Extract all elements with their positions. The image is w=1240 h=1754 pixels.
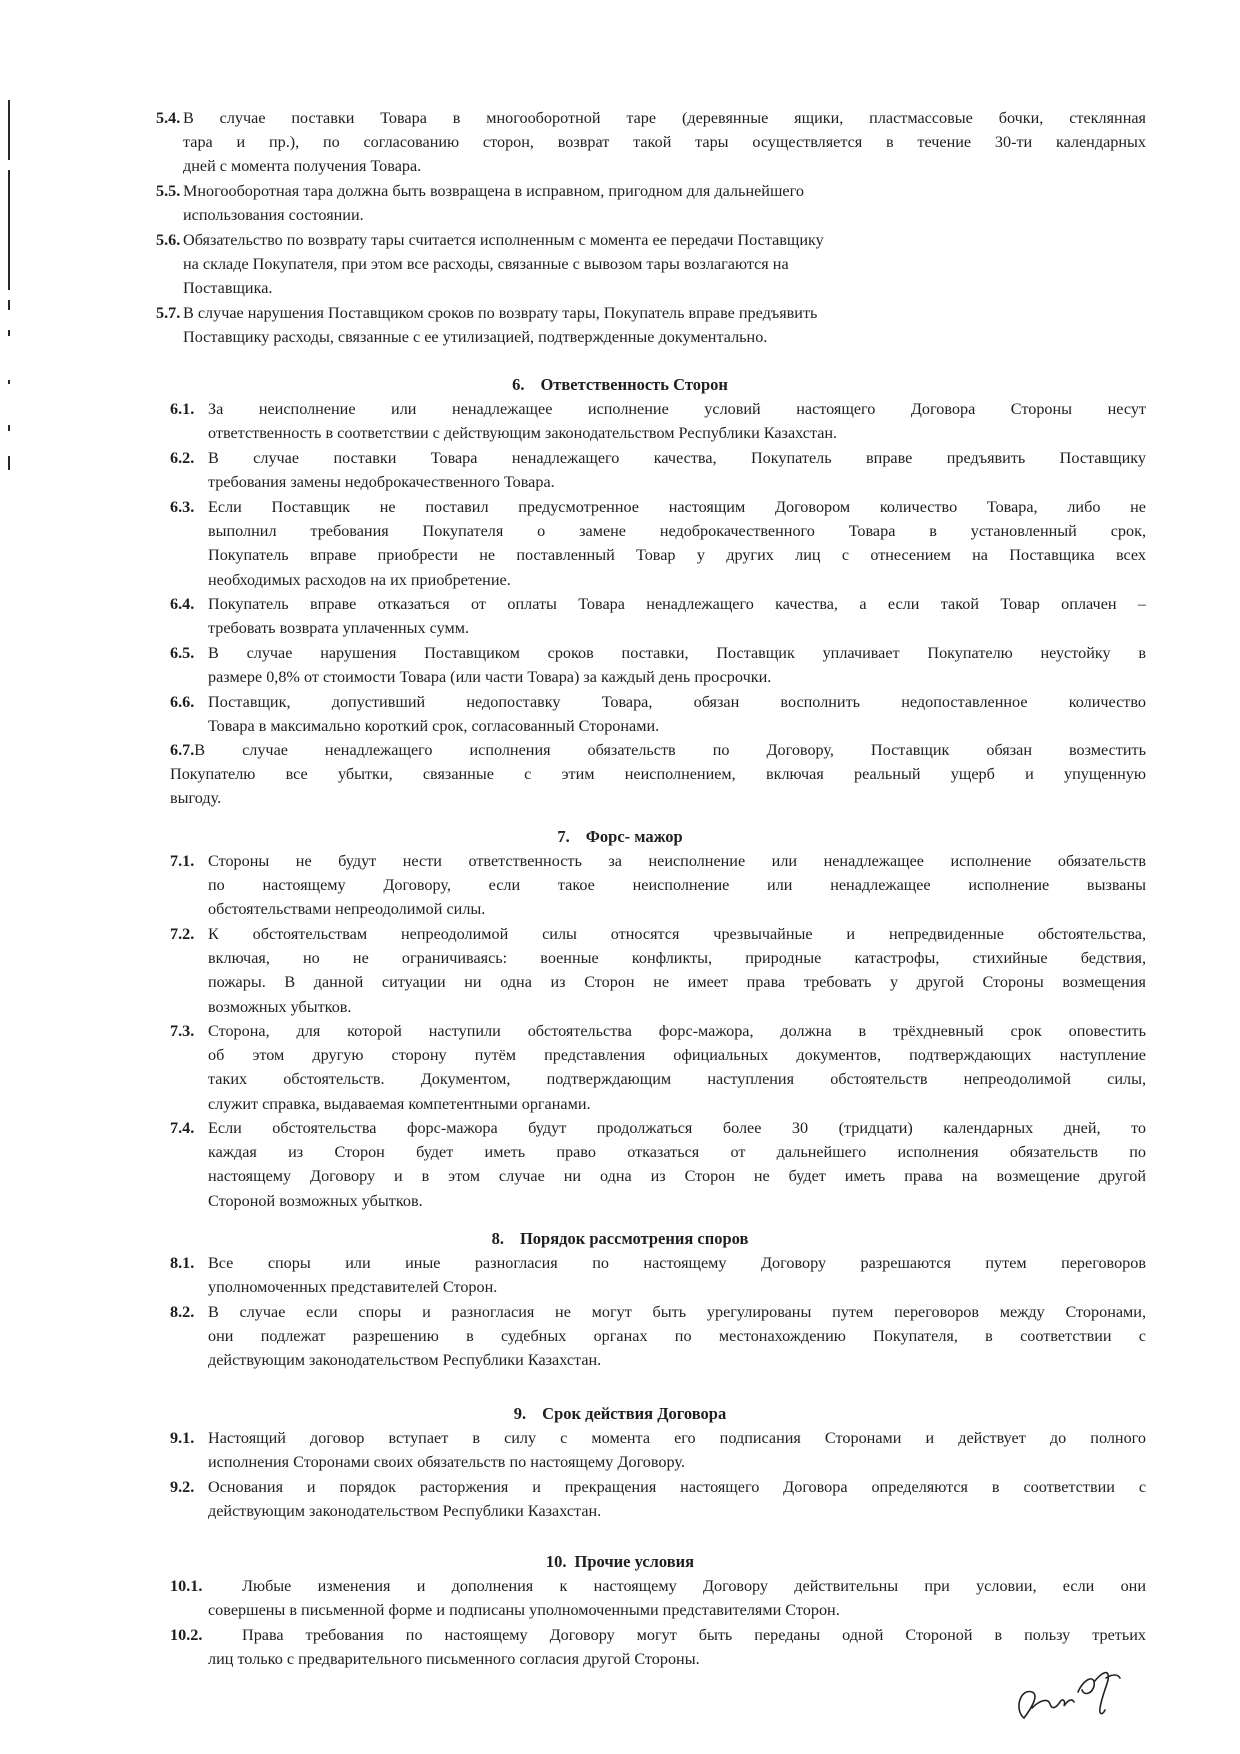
clause-6-2 [170, 446, 1146, 494]
clause-text: В случае нарушения Поставщиком сроков поставки, Поставщик уплачивает Покупателю неустойку в размере 0,8% от стоимости Товара (или части Товара) за каждый день просрочки. [208, 644, 1146, 687]
clause-number: 5.6. [156, 231, 181, 249]
clause-text: Если обстоятельства форс-мажора будут продолжаться более 30 (тридцати) календарных дней, то каждая из Сторон будет иметь право отказаться от дальнейшего исполнения обязательств по настоящему Договору и в этом случае ни одна из Сторон не будет иметь права на возмещение другой Стороной возможных убытков. [208, 1119, 1146, 1210]
clause-9-2 [170, 1475, 1146, 1523]
section-number: 10. [545, 1552, 567, 1571]
clause-text: Настоящий договор вступает в силу с момента его подписания Сторонами и действует до полного исполнения Сторонами своих обязательств по настоящему Договору. [208, 1429, 1146, 1472]
clause-5-6 [156, 228, 1146, 301]
clause-5-5 [156, 179, 1146, 227]
section-number: 8. [491, 1229, 504, 1248]
clause-6-5 [170, 641, 1146, 689]
clause-text: В случае поставки Товара в многооборотной таре (деревянные ящики, пластмассовые бочки, стеклянная тара и пр.), по согласованию сторон, возврат такой тары осуществляется в течение 30-ти календарных дней с момента получения Товара. [183, 109, 1146, 176]
scan-mark [8, 170, 10, 290]
section-title: Форс- мажор [585, 827, 683, 846]
clause-7-2 [170, 922, 1146, 1019]
clause-number: 6.6. [170, 693, 195, 711]
clause-number: 5.4. [156, 109, 181, 127]
clause-number: 5.7. [156, 304, 181, 322]
section-10-heading [0, 1550, 1240, 1574]
clause-text: 6.7.В случае ненадлежащего исполнения обязательств по Договору, Поставщик обязан возместить Покупателю все убытки, связанные с этим неисполнением, включая реальный ущерб и упущенную выгоду. [170, 741, 1146, 808]
clause-7-1 [170, 849, 1146, 922]
scan-mark [8, 330, 10, 336]
section-7-heading [0, 825, 1240, 849]
clause-number: 7.3. [170, 1022, 195, 1040]
clause-6-1 [170, 397, 1146, 445]
clause-text: В случае нарушения Поставщиком сроков по возврату тары, Покупатель вправе предъявить Поставщику расходы, связанные с ее утилизацией, подтвержденные документально. [183, 304, 818, 347]
section-number: 9. [513, 1404, 527, 1423]
clause-number: 6.7. [170, 741, 195, 759]
section-6-heading [0, 373, 1240, 397]
clause-text: Если Поставщик не поставил предусмотренное настоящим Договором количество Товара, либо не выполнил требования Покупателя о замене недоброкачественного Товара в установленный срок, Покупатель вправе приобрести не поставленный Товар у других лиц с отнесением на Поставщика всех необходимых расходов на их приобретение. [208, 498, 1146, 589]
clause-text: К обстоятельствам непреодолимой силы относятся чрезвычайные и непредвиденные обстоятельства, включая, но не ограничиваясь: военные конфликты, природные катастрофы, стихийные бедствия, пожары. В данной ситуации ни одна из Сторон не имеет права требовать у другой Стороны возмещения возможных убытков. [208, 925, 1146, 1016]
clause-number: 8.1. [170, 1254, 195, 1272]
clause-7-3 [170, 1019, 1146, 1116]
clause-number: 7.4. [170, 1119, 195, 1137]
clause-6-3 [170, 495, 1146, 592]
handwritten-signature [1010, 1648, 1125, 1728]
clause-number: 9.1. [170, 1429, 195, 1447]
clause-6-6 [170, 690, 1146, 738]
section-8-heading [0, 1227, 1240, 1251]
clause-number: 6.2. [170, 449, 195, 467]
clause-text: Обязательство по возврату тары считается исполненным с момента ее передачи Поставщику на складе Покупателя, при этом все расходы, связанные с вывозом тары возлагаются на Поставщика. [183, 231, 824, 298]
clause-number: 5.5. [156, 182, 181, 200]
scan-mark [8, 456, 10, 470]
section-number: 6. [512, 375, 525, 394]
clause-number: 10.2. [170, 1626, 203, 1644]
section-title: Ответственность Сторон [540, 375, 728, 394]
clause-text: Основания и порядок расторжения и прекращения настоящего Договора определяются в соответствии с действующим законодательством Республики Казахстан. [208, 1478, 1146, 1521]
clause-8-1 [170, 1251, 1146, 1299]
clause-text: Сторона, для которой наступили обстоятельства форс-мажора, должна в трёхдневный срок оповестить об этом другую сторону путём представления официальных документов, подтверждающих наступление таких обстоятельств. Документом, подтверждающим наступления обстоятельств непреодолимой силы, служит справка, выдаваемая компетентными органами. [208, 1022, 1146, 1113]
clause-text: Стороны не будут нести ответственность за неисполнение или ненадлежащее исполнение обязательств по настоящему Договору, если такое неисполнение или ненадлежащее исполнение вызваны обстоятельствами непреодолимой силы. [208, 852, 1146, 919]
scan-mark [8, 100, 10, 160]
clause-number: 6.5. [170, 644, 195, 662]
section-title: Прочие условия [574, 1552, 695, 1571]
clause-text: За неисполнение или ненадлежащее исполнение условий настоящего Договора Стороны несут ответственность в соответствии с действующим законодательством Республики Казахстан. [208, 400, 1146, 443]
clause-text: Поставщик, допустивший недопоставку Товара, обязан восполнить недопоставленное количество Товара в максимально короткий срок, согласованный Сторонами. [208, 693, 1146, 736]
clause-number: 6.4. [170, 595, 195, 613]
clause-number: 10.1. [170, 1577, 203, 1595]
clause-8-2 [170, 1300, 1146, 1373]
clause-6-7 [170, 738, 1146, 811]
clause-number: 7.1. [170, 852, 195, 870]
clause-text: Многооборотная тара должна быть возвращена в исправном, пригодном для дальнейшего использования состоянии. [183, 182, 804, 225]
clause-5-7 [156, 301, 1146, 349]
scan-mark [8, 425, 10, 431]
clause-number: 6.3. [170, 498, 195, 516]
section-number: 7. [557, 827, 570, 846]
section-9-heading [0, 1402, 1240, 1426]
clause-number: 9.2. [170, 1478, 195, 1496]
clause-text: Права требования по настоящему Договору могут быть переданы одной Стороной в пользу третьих лиц только с предварительного письменного согласия другой Стороны. [208, 1626, 1146, 1669]
clause-7-4 [170, 1116, 1146, 1213]
clause-10-1 [170, 1574, 1146, 1622]
clause-text: Покупатель вправе отказаться от оплаты Товара ненадлежащего качества, а если такой Товар оплачен – требовать возврата уплаченных сумм. [208, 595, 1146, 638]
clause-text: Любые изменения и дополнения к настоящему Договору действительны при условии, если они совершены в письменной форме и подписаны уполномоченными представителями Сторон. [208, 1577, 1146, 1620]
clause-text: Все споры или иные разногласия по настоящему Договору разрешаются путем переговоров уполномоченных представителей Сторон. [208, 1254, 1146, 1297]
clause-number: 8.2. [170, 1303, 195, 1321]
scan-mark [8, 300, 10, 310]
clause-6-4 [170, 592, 1146, 640]
section-title: Срок действия Договора [542, 1404, 727, 1423]
clause-text: В случае если споры и разногласия не могут быть урегулированы путем переговоров между Сторонами, они подлежат разрешению в судебных органах по местонахождению Покупателя, в соответствии с действующим законодательством Республики Казахстан. [208, 1303, 1146, 1370]
clause-number: 6.1. [170, 400, 195, 418]
clause-9-1 [170, 1426, 1146, 1474]
section-title: Порядок рассмотрения споров [519, 1229, 749, 1248]
clause-10-2 [170, 1623, 1146, 1671]
clause-number: 7.2. [170, 925, 195, 943]
clause-5-4 [156, 106, 1146, 179]
clause-text: В случае поставки Товара ненадлежащего качества, Покупатель вправе предъявить Поставщику требования замены недоброкачественного Товара. [208, 449, 1146, 492]
